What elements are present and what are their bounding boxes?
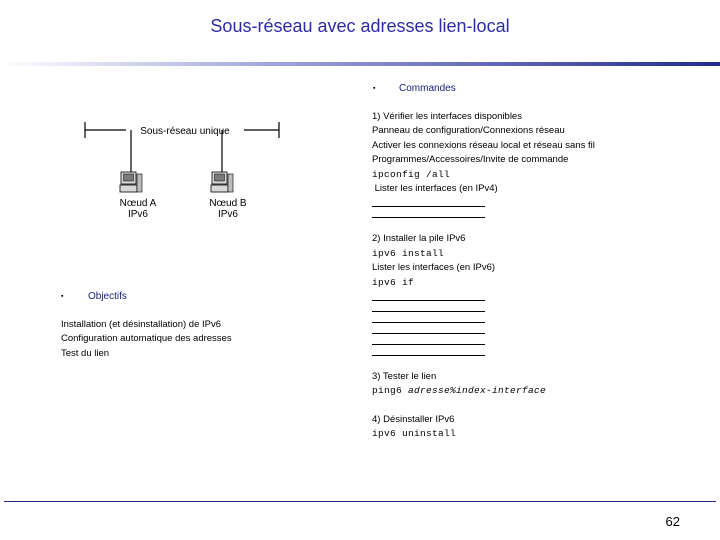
step4-title: 4) Désinstaller IPv6 [372,413,455,425]
step4-command: ipv6 uninstall [372,428,457,440]
commands-heading: Commandes [399,83,456,94]
computer-icon [211,172,233,192]
answer-blank [372,345,485,356]
objectives-heading: Objectifs [88,291,127,302]
answer-blank [372,334,485,345]
commands-body [372,110,595,442]
page-number: 62 [665,514,680,529]
node-a-type: IPv6 [127,209,149,220]
list-item: Test du lien [61,347,110,359]
node-b-name: Nœud B [209,198,247,209]
objectives-list [61,318,232,361]
answer-blank [372,301,485,312]
step3-title: 3) Tester le lien [372,371,437,383]
answer-blank [372,290,485,301]
title-divider [0,62,720,66]
answer-blank [372,196,485,207]
step2-command-if: ipv6 if [372,276,415,288]
step1-line: Programmes/Accessoires/Invite de commande [372,154,569,166]
node-a-name: Nœud A [119,198,157,209]
commands-bullet: ▪ [373,85,376,92]
answer-blank [372,312,485,323]
network-diagram [60,112,300,227]
step3-command: ping6 [372,385,403,397]
list-item: Configuration automatique des adresses [61,333,232,345]
objectives-bullet: ▪ [61,293,64,300]
step1-list-label: Lister les interfaces (en IPv4) [372,183,498,195]
footer-divider [4,501,716,502]
step2-list-label: Lister les interfaces (en IPv6) [372,262,496,274]
step3-command-line [372,384,595,398]
step1-line: Panneau de configuration/Connexions réseau [372,125,565,137]
computer-icon [120,172,142,192]
node-b-type: IPv6 [217,209,239,220]
list-item: Installation (et désinstallation) de IPv6 [61,319,222,330]
page-title: Sous-réseau avec adresses lien-local [210,16,510,36]
step2-command: ipv6 install [372,247,445,259]
step2-title: 2) Installer la pile IPv6 [372,233,466,245]
subnet-label: Sous-réseau unique [140,126,230,137]
step1-command: ipconfig /all [372,168,451,180]
answer-blank [372,323,485,334]
answer-blank [372,207,485,218]
step1-line: Activer les connexions réseau local et réseau sans fil [372,139,595,151]
step3-argument: adresse%index-interface [408,385,547,397]
step1-title: 1) Vérifier les interfaces disponibles [372,111,522,122]
